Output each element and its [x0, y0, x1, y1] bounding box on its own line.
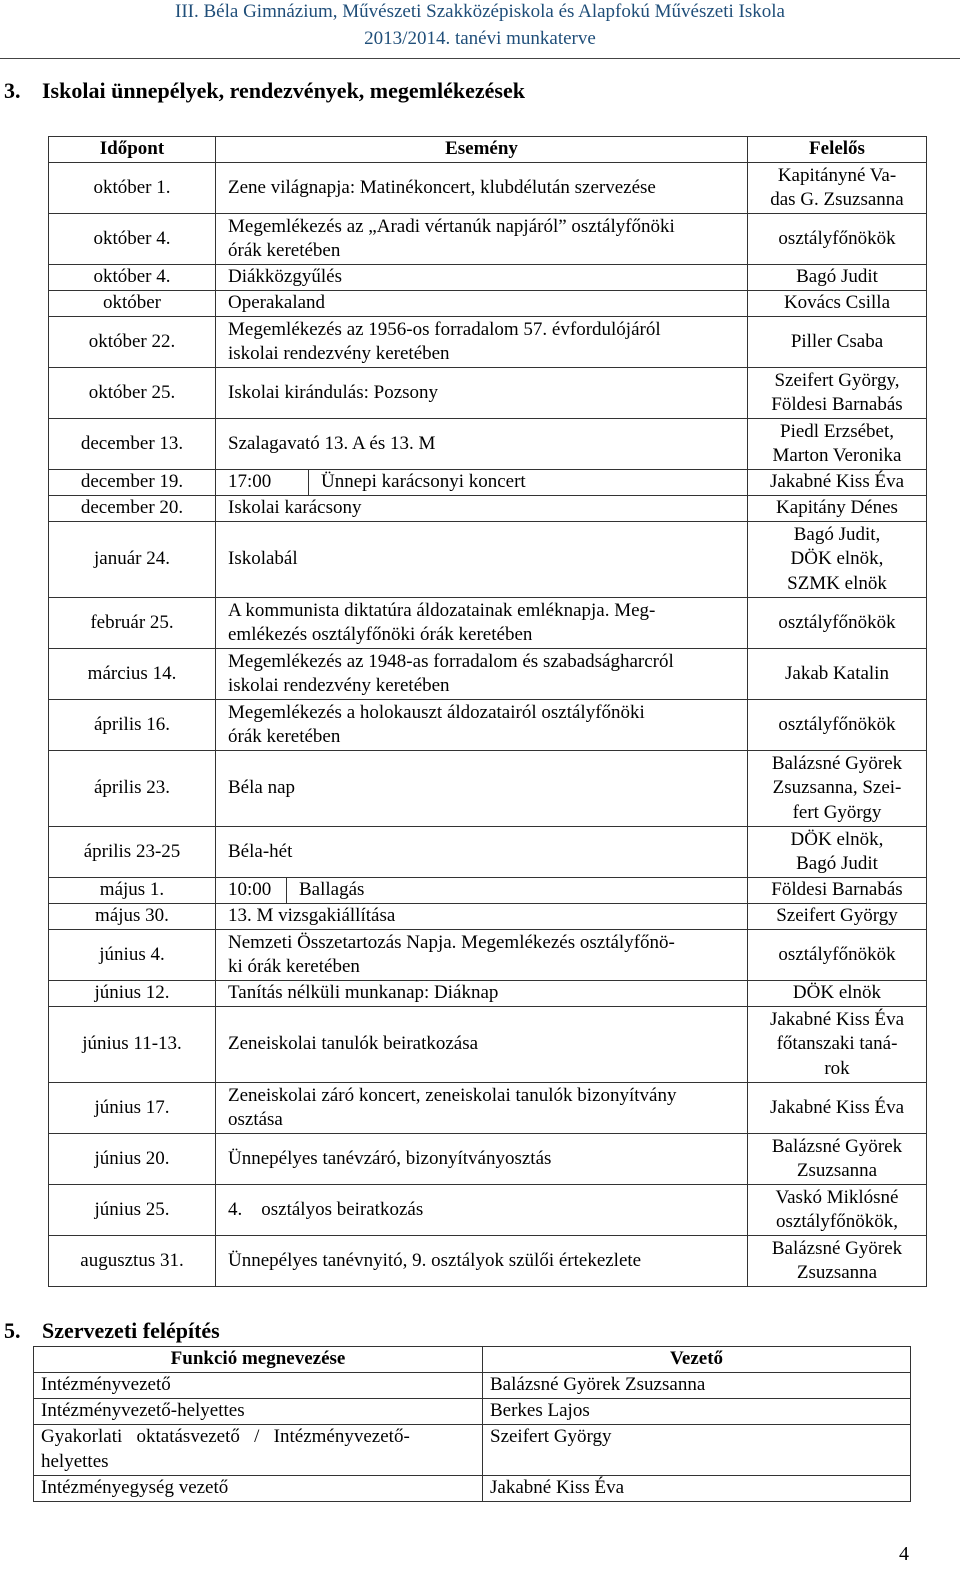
event-date: június 4. [49, 930, 216, 981]
event-responsible: Balázsné Györek Zsuzsanna [748, 1236, 927, 1287]
section-3-title: Iskolai ünnepélyek, rendezvények, megemlékezések [42, 78, 525, 103]
event-name: Megemlékezés az 1948-as forradalom és szabadságharcról iskolai rendezvény keretében [216, 649, 748, 700]
event-name: Béla-hét [216, 827, 748, 878]
table-row [49, 163, 927, 214]
table-row [49, 419, 927, 470]
event-responsible: Vaskó Miklósné osztályfőnökök, [748, 1185, 927, 1236]
table-row [34, 1425, 911, 1476]
event-responsible: osztályfőnökök [748, 214, 927, 265]
table-row [49, 1185, 927, 1236]
header-school-name: III. Béla Gimnázium, Művészeti Szakközépiskola és Alapfokú Művészeti Iskola [175, 1, 785, 22]
col-header-date: Időpont [49, 137, 216, 163]
event-cell [216, 470, 748, 496]
event-responsible: Kapitány Dénes [748, 496, 927, 522]
org-function: Intézményvezető [34, 1373, 483, 1399]
event-date: december 20. [49, 496, 216, 522]
event-responsible: DÖK elnök [748, 981, 927, 1007]
section-3-number: 3. [4, 78, 21, 103]
org-leader: Jakabné Kiss Éva [483, 1476, 911, 1502]
event-date: október [49, 291, 216, 317]
table-row [49, 878, 927, 904]
table-row [49, 751, 927, 827]
table-row [49, 649, 927, 700]
event-responsible: Jakabné Kiss Éva főtanszaki taná- rok [748, 1007, 927, 1083]
col-header-leader: Vezető [483, 1347, 911, 1373]
event-date: május 30. [49, 904, 216, 930]
event-date: április 23. [49, 751, 216, 827]
event-date: április 23-25 [49, 827, 216, 878]
org-table [33, 1346, 911, 1502]
page-number: 4 [899, 1543, 909, 1565]
event-responsible: Jakabné Kiss Éva [748, 1083, 927, 1134]
col-header-event: Esemény [216, 137, 748, 163]
col-header-function: Funkció megnevezése [34, 1347, 483, 1373]
table-row [49, 317, 927, 368]
table-row [34, 1373, 911, 1399]
header-plan-year: 2013/2014. tanévi munkaterve [364, 28, 596, 49]
event-date: december 13. [49, 419, 216, 470]
org-header-row [34, 1347, 911, 1373]
org-function: Gyakorlati oktatásvezető / Intézményvezető- helyettes [34, 1425, 483, 1476]
event-responsible: Jakab Katalin [748, 649, 927, 700]
section-5-number: 5. [4, 1318, 21, 1343]
table-row [49, 930, 927, 981]
event-responsible: Kovács Csilla [748, 291, 927, 317]
event-date: június 20. [49, 1134, 216, 1185]
event-responsible: Szeifert György, Földesi Barnabás [748, 368, 927, 419]
event-date: február 25. [49, 598, 216, 649]
event-date: október 4. [49, 214, 216, 265]
table-row [49, 214, 927, 265]
table-row [49, 1083, 927, 1134]
event-date: december 19. [49, 470, 216, 496]
table-row [49, 470, 927, 496]
table-row [34, 1399, 911, 1425]
event-responsible: Piller Csaba [748, 317, 927, 368]
event-responsible: osztályfőnökök [748, 700, 927, 751]
event-date: május 1. [49, 878, 216, 904]
event-name: Operakaland [216, 291, 748, 317]
event-name: Iskolabál [216, 522, 748, 598]
event-name: Béla nap [216, 751, 748, 827]
event-name: Zeneiskolai tanulók beiratkozása [216, 1007, 748, 1083]
event-name: Ballagás [299, 879, 365, 901]
org-leader: Berkes Lajos [483, 1399, 911, 1425]
org-function: Intézményvezető-helyettes [34, 1399, 483, 1425]
event-date: augusztus 31. [49, 1236, 216, 1287]
event-name: Diákközgyűlés [216, 265, 748, 291]
event-name: 13. M vizsgakiállítása [216, 904, 748, 930]
event-responsible: Szeifert György [748, 904, 927, 930]
table-row [49, 368, 927, 419]
event-date: június 12. [49, 981, 216, 1007]
event-name: Ünnepélyes tanévnyitó, 9. osztályok szülői értekezlete [216, 1236, 748, 1287]
table-row [49, 827, 927, 878]
event-date: október 1. [49, 163, 216, 214]
event-date: március 14. [49, 649, 216, 700]
org-function: Intézményegység vezető [34, 1476, 483, 1502]
event-name: Nemzeti Összetartozás Napja. Megemlékezés osztályfőnö- ki órák keretében [216, 930, 748, 981]
event-date: április 16. [49, 700, 216, 751]
event-name: Iskolai kirándulás: Pozsony [216, 368, 748, 419]
event-responsible: Bagó Judit [748, 265, 927, 291]
event-name: Zene világnapja: Matinékoncert, klubdélután szervezése [216, 163, 748, 214]
table-row [49, 522, 927, 598]
table-row [49, 265, 927, 291]
table-row [49, 1134, 927, 1185]
section-5-title: Szervezeti felépítés [42, 1318, 220, 1343]
event-date: január 24. [49, 522, 216, 598]
event-date: június 17. [49, 1083, 216, 1134]
event-name: Megemlékezés az „Aradi vértanúk napjáról” osztályfőnöki órák keretében [216, 214, 748, 265]
section-5-heading [4, 1318, 220, 1344]
event-responsible: Kapitányné Va- das G. Zsuzsanna [748, 163, 927, 214]
event-responsible: Bagó Judit, DÖK elnök, SZMK elnök [748, 522, 927, 598]
table-row [49, 1007, 927, 1083]
event-name: Szalagavató 13. A és 13. M [216, 419, 748, 470]
org-leader: Balázsné Györek Zsuzsanna [483, 1373, 911, 1399]
events-table [48, 136, 927, 1287]
event-responsible: osztályfőnökök [748, 930, 927, 981]
event-name: Iskolai karácsony [216, 496, 748, 522]
col-header-responsible: Felelős [748, 137, 927, 163]
table-row [49, 700, 927, 751]
event-time: 17:00 [216, 470, 309, 495]
event-responsible: Piedl Erzsébet, Marton Veronika [748, 419, 927, 470]
table-row [49, 291, 927, 317]
event-date: június 11-13. [49, 1007, 216, 1083]
event-cell [216, 878, 748, 904]
event-time: 10:00 [216, 878, 287, 903]
event-date: június 25. [49, 1185, 216, 1236]
event-name: A kommunista diktatúra áldozatainak emléknapja. Meg- emlékezés osztályfőnöki órák keretében [216, 598, 748, 649]
event-name: Zeneiskolai záró koncert, zeneiskolai tanulók bizonyítvány osztása [216, 1083, 748, 1134]
event-name: 4. osztályos beiratkozás [216, 1185, 748, 1236]
event-date: október 25. [49, 368, 216, 419]
org-leader: Szeifert György [483, 1425, 911, 1476]
event-name: Ünnepi karácsonyi koncert [321, 471, 526, 493]
event-date: október 22. [49, 317, 216, 368]
event-responsible: DÖK elnök, Bagó Judit [748, 827, 927, 878]
event-responsible: Jakabné Kiss Éva [748, 470, 927, 496]
table-row [49, 496, 927, 522]
table-row [49, 598, 927, 649]
section-3-heading [4, 78, 525, 104]
event-responsible: Balázsné Györek Zsuzsanna [748, 1134, 927, 1185]
event-name: Ünnepélyes tanévzáró, bizonyítványosztás [216, 1134, 748, 1185]
events-header-row [49, 137, 927, 163]
header-divider [0, 58, 960, 59]
table-row [49, 1236, 927, 1287]
table-row [34, 1476, 911, 1502]
table-row [49, 981, 927, 1007]
table-row [49, 904, 927, 930]
event-name: Tanítás nélküli munkanap: Diáknap [216, 981, 748, 1007]
event-responsible: Földesi Barnabás [748, 878, 927, 904]
event-responsible: Balázsné Györek Zsuzsanna, Szei- fert György [748, 751, 927, 827]
event-date: október 4. [49, 265, 216, 291]
event-responsible: osztályfőnökök [748, 598, 927, 649]
event-name: Megemlékezés az 1956-os forradalom 57. évfordulójáról iskolai rendezvény keretében [216, 317, 748, 368]
event-name: Megemlékezés a holokauszt áldozatairól osztályfőnöki órák keretében [216, 700, 748, 751]
